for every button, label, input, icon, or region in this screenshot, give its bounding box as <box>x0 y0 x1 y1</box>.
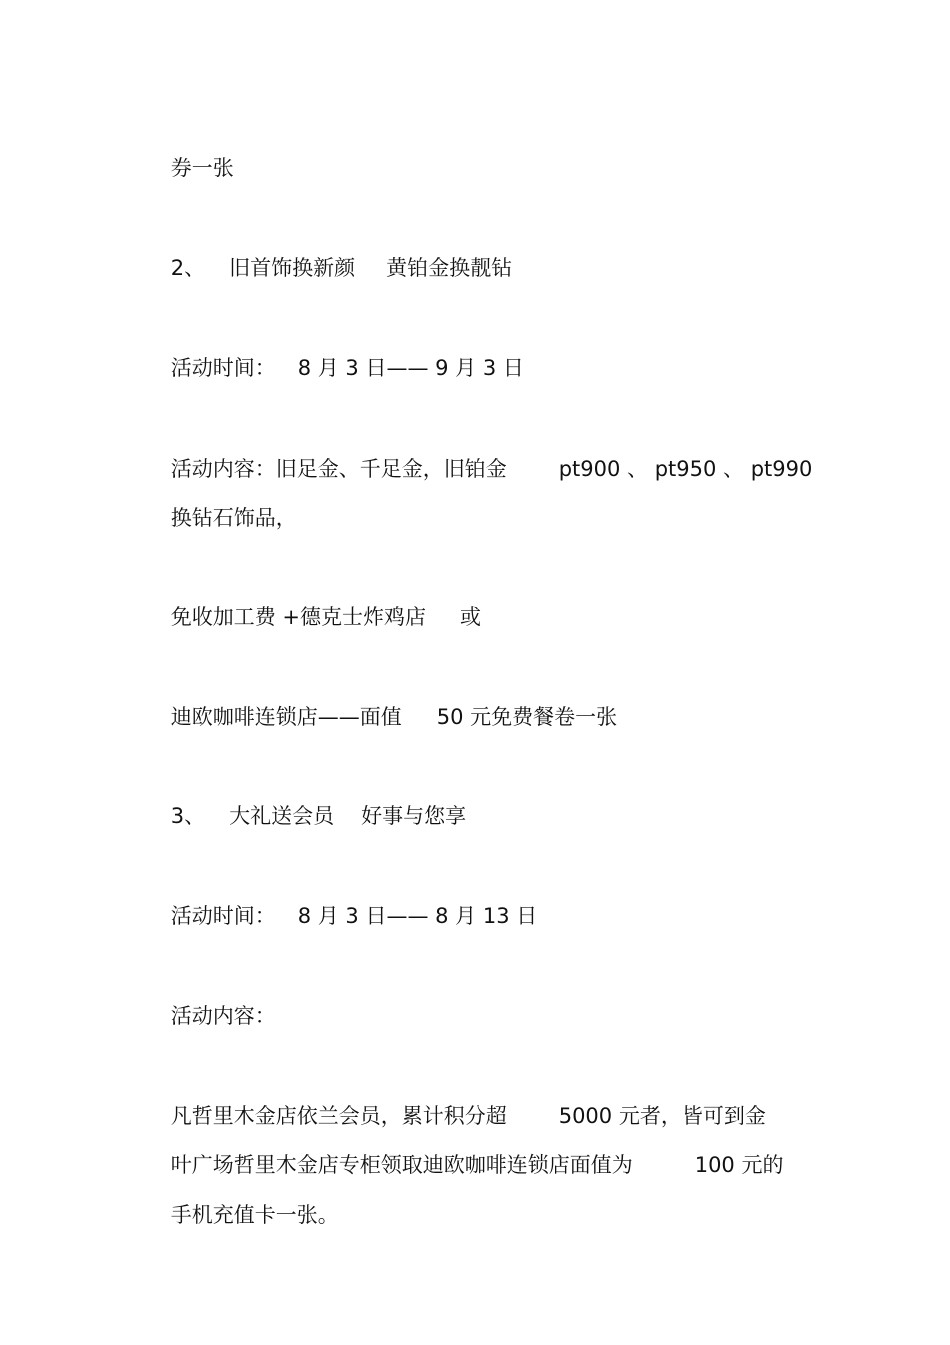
text-segment: 券一张 <box>170 156 234 180</box>
text-segment: 叶广场哲里木金店专柜领取迪欧咖啡连锁店面值为 <box>170 1153 633 1177</box>
section-title-part: 黄铂金换靓钻 <box>386 256 513 280</box>
section-heading <box>144 777 466 855</box>
section-heading <box>144 229 512 307</box>
text-segment: 活动内容：旧足金、千足金，旧铂金 <box>170 457 507 481</box>
text-line <box>144 479 297 557</box>
text-segment: pt900 、 pt950 、 pt990 <box>558 457 813 481</box>
text-segment: 换钻石饰品， <box>170 506 297 530</box>
text-line <box>144 329 524 407</box>
text-segment: 100 元的 <box>694 1153 784 1177</box>
text-line <box>144 1176 339 1254</box>
text-segment: 5000 元者，皆可到金 <box>558 1104 766 1128</box>
text-line <box>144 129 234 207</box>
field-value: 8 月 3 日—— 9 月 3 日 <box>297 356 524 380</box>
text-line <box>144 877 537 955</box>
section-number: 2、 <box>170 256 206 280</box>
text-line <box>144 678 617 756</box>
text-segment: 50 元免费餐卷一张 <box>436 705 618 729</box>
section-number: 3、 <box>170 804 206 828</box>
text-segment: 凡哲里木金店依兰会员，累计积分超 <box>170 1104 507 1128</box>
text-line <box>144 977 276 1055</box>
text-segment: 免收加工费 +德克士炸鸡店 <box>170 605 426 629</box>
field-value: 8 月 3 日—— 8 月 13 日 <box>297 904 538 928</box>
text-line <box>144 578 481 656</box>
field-label: 活动时间： <box>170 904 276 928</box>
field-label: 活动时间： <box>170 356 276 380</box>
text-segment: 或 <box>459 605 481 629</box>
field-label: 活动内容： <box>170 1004 276 1028</box>
text-segment: 手机充值卡一张。 <box>170 1203 339 1227</box>
text-segment: 迪欧咖啡连锁店——面值 <box>170 705 402 729</box>
section-title-part: 好事与您享 <box>361 804 467 828</box>
section-title-part: 旧首饰换新颜 <box>229 256 356 280</box>
section-title-part: 大礼送会员 <box>229 804 335 828</box>
